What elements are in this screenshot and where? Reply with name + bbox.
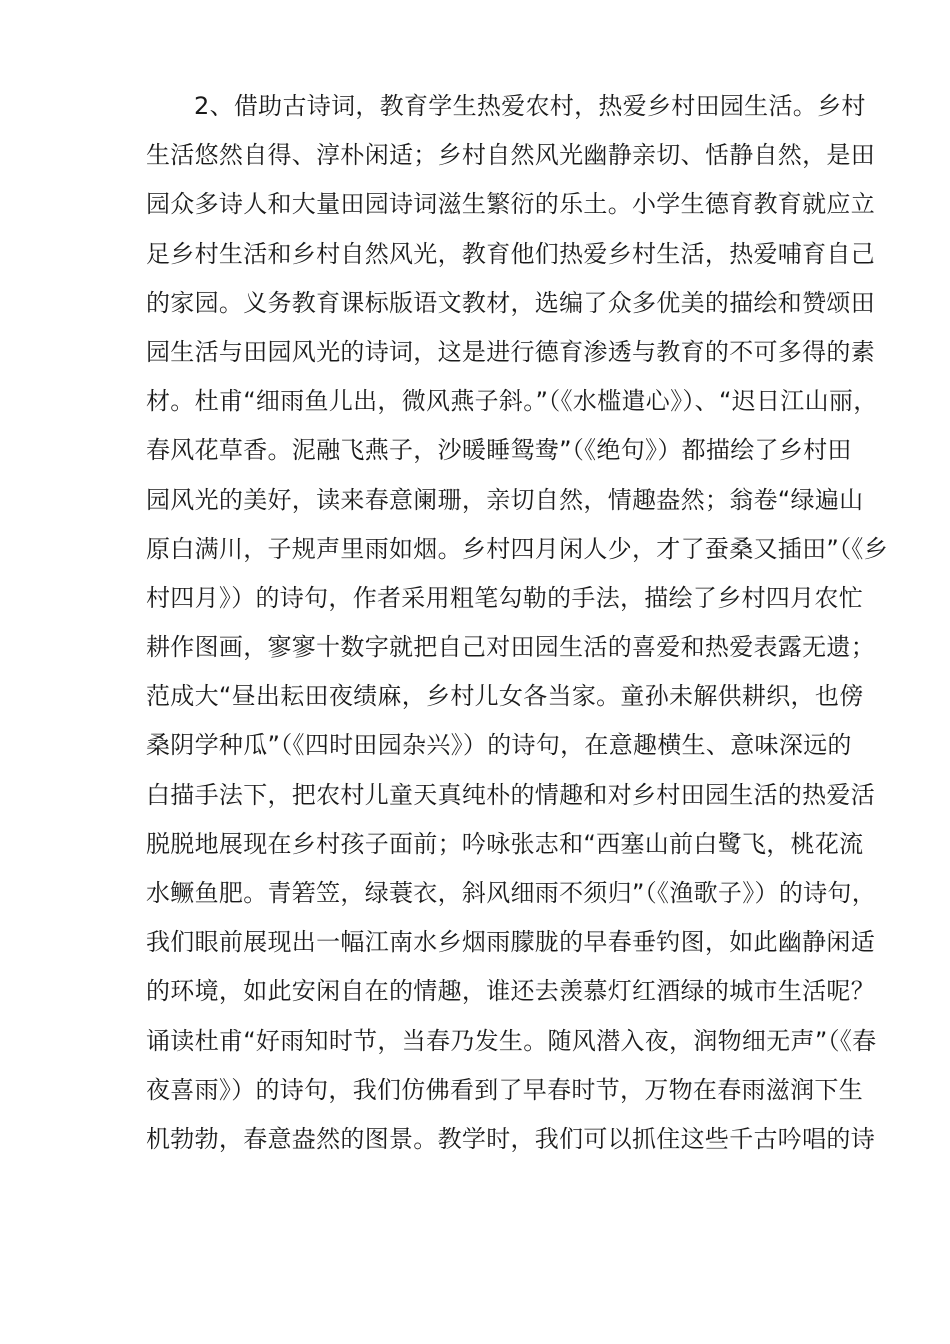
text-line: 的家园。义务教育课标版语文教材，选编了众多优美的描绘和赞颂田: [146, 288, 875, 317]
text-line: 园生活与田园风光的诗词，这是进行德育渗透与教育的不可多得的素: [146, 337, 875, 366]
text-line: 诵读杜甫“好雨知时节，当春乃发生。随风潜入夜，润物细无声”（《春: [146, 1026, 877, 1055]
text-line: 园风光的美好，读来春意阑珊，亲切自然，情趣盎然；翁卷“绿遍山: [146, 485, 864, 514]
text-line: 2、借助古诗词，教育学生热爱农村，热爱乡村田园生活。乡村: [194, 92, 866, 120]
text-line: 耕作图画，寥寥十数字就把自己对田园生活的喜爱和热爱表露无遗；: [146, 633, 875, 662]
text-line: 的环境，如此安闲自在的情趣，谁还去羡慕灯红酒绿的城市生活呢？: [146, 977, 875, 1006]
text-line: 水鳜鱼肥。青箬笠，绿蓑衣，斜风细雨不须归”（《渔歌子》）的诗句，: [146, 879, 877, 907]
text-line: 春风花草香。泥融飞燕子，沙暖睡鸳鸯”（《绝句》）都描绘了乡村田: [146, 436, 852, 465]
text-line: 夜喜雨》）的诗句，我们仿佛看到了早春时节，万物在春雨滋润下生: [146, 1075, 863, 1104]
text-line: 机勃勃，春意盎然的图景。教学时，我们可以抓住这些千古吟唱的诗: [146, 1124, 875, 1153]
text-line: 桑阴学种瓜”（《四时田园杂兴》）的诗句，在意趣横生、意味深远的: [146, 731, 852, 760]
text-line: 村四月》）的诗句，作者采用粗笔勾勒的手法，描绘了乡村四月农忙: [146, 583, 863, 612]
text-line: 生活悠然自得、淳朴闲适；乡村自然风光幽静亲切、恬静自然，是田: [146, 141, 875, 170]
text-line: 足乡村生活和乡村自然风光，教育他们热爱乡村生活，热爱哺育自己: [146, 239, 875, 268]
text-line: 脱脱地展现在乡村孩子面前；吟咏张志和“西塞山前白鹭飞，桃花流: [146, 829, 864, 858]
text-line: 原白满川，子规声里雨如烟。乡村四月闲人少，才了蚕桑又插田”（《乡: [146, 534, 889, 563]
body-paragraph: [0, 82, 950, 1164]
text-line: 园众多诗人和大量田园诗词滋生繁衍的乐土。小学生德育教育就应立: [146, 190, 875, 219]
text-line: 我们眼前展现出一幅江南水乡烟雨朦胧的早春垂钓图，如此幽静闲适: [146, 928, 875, 957]
text-line: 材。杜甫“细雨鱼儿出，微风燕子斜。”（《水槛遣心》）、“迟日江山丽，: [146, 387, 878, 416]
text-line: 范成大“昼出耘田夜绩麻，乡村儿女各当家。童孙未解供耕织，也傍: [146, 682, 864, 711]
text-line: 白描手法下，把农村儿童天真纯朴的情趣和对乡村田园生活的热爱活: [146, 780, 875, 809]
